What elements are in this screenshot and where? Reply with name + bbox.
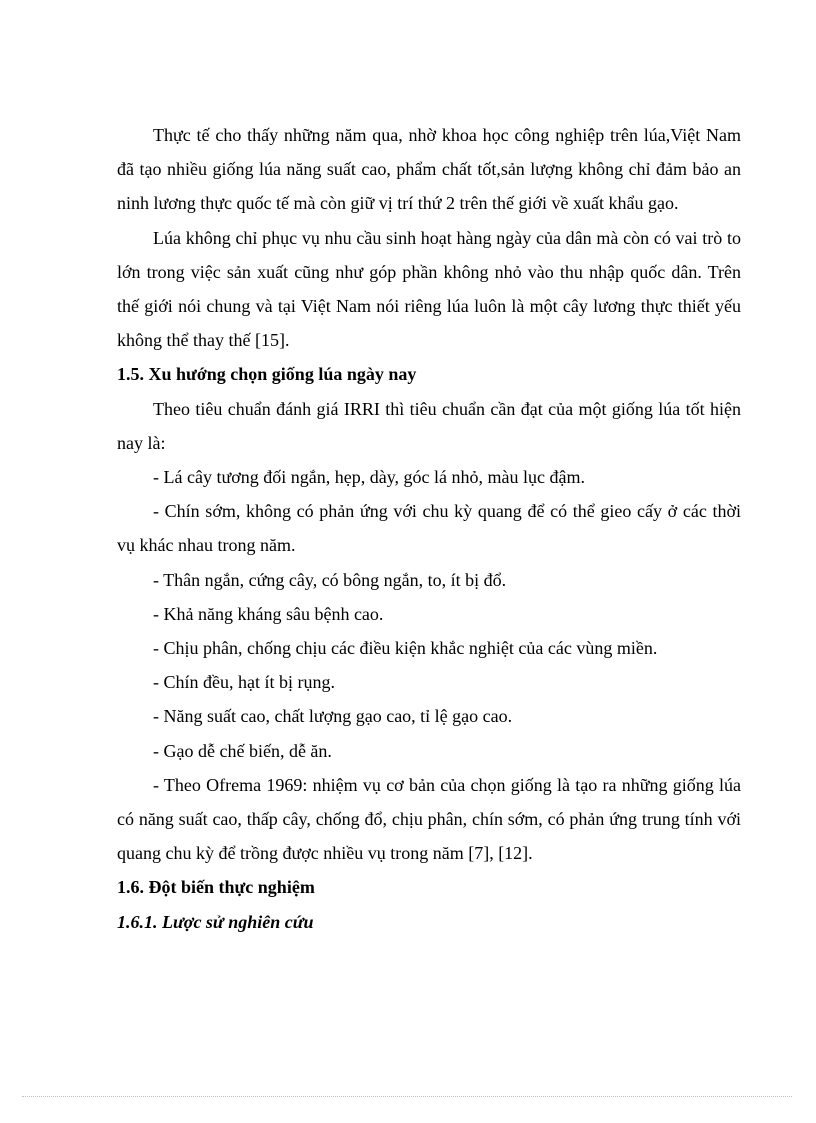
section-heading-1-5: 1.5. Xu hướng chọn giống lúa ngày nay: [117, 364, 417, 385]
paragraph-irri-criteria: Theo tiêu chuẩn đánh giá IRRI thì tiêu chuẩn cần đạt của một giống lúa tốt hiện nay là:: [117, 398, 741, 453]
paragraph-rice-achievements: Thực tế cho thấy những năm qua, nhờ khoa học công nghiệp trên lúa,Việt Nam đã tạo nhiều giống lúa năng suất cao, phẩm chất tốt,sản lượng không chỉ đảm bảo an ninh lương thực quốc tế mà còn giữ vị trí thứ 2 trên thế giới về xuất khẩu gạo.: [117, 125, 741, 214]
page-footer-divider: [22, 1096, 792, 1097]
list-item: - Chín đều, hạt ít bị rụng.: [153, 672, 335, 693]
list-item: - Khả năng kháng sâu bệnh cao.: [153, 603, 384, 624]
paragraph-rice-role: Lúa không chỉ phục vụ nhu cầu sinh hoạt hàng ngày của dân mà còn có vai trò to lớn trong việc sản xuất cũng như góp phần không nhỏ vào thu nhập quốc dân. Trên thế giới nói chung và tại Việt Nam nói riêng lúa luôn là một cây lương thực thiết yếu không thể thay thế [15].: [117, 227, 741, 351]
list-item: - Chín sớm, không có phản ứng với chu kỳ quang để có thể gieo cấy ở các thời vụ khác nhau trong năm.: [117, 501, 741, 556]
document-body: [117, 118, 741, 939]
section-heading-1-6: 1.6. Đột biến thực nghiệm: [117, 877, 315, 898]
list-item: - Thân ngắn, cứng cây, có bông ngắn, to, ít bị đổ.: [153, 569, 507, 590]
subsection-heading-1-6-1: 1.6.1. Lược sử nghiên cứu: [117, 911, 314, 932]
list-item: - Năng suất cao, chất lượng gạo cao, tỉ lệ gạo cao.: [153, 706, 513, 727]
list-item: - Chịu phân, chống chịu các điều kiện khắc nghiệt của các vùng miền.: [153, 638, 658, 659]
list-item: - Gạo dễ chế biến, dễ ăn.: [153, 740, 332, 761]
list-item: - Lá cây tương đối ngắn, hẹp, dày, góc lá nhỏ, màu lục đậm.: [153, 467, 585, 488]
list-item: - Theo Ofrema 1969: nhiệm vụ cơ bản của chọn giống là tạo ra những giống lúa có năng suất cao, thấp cây, chống đổ, chịu phân, chín sớm, có phản ứng trung tính với quang chu kỳ để trồng được nhiều vụ trong năm [7], [12].: [117, 774, 741, 864]
